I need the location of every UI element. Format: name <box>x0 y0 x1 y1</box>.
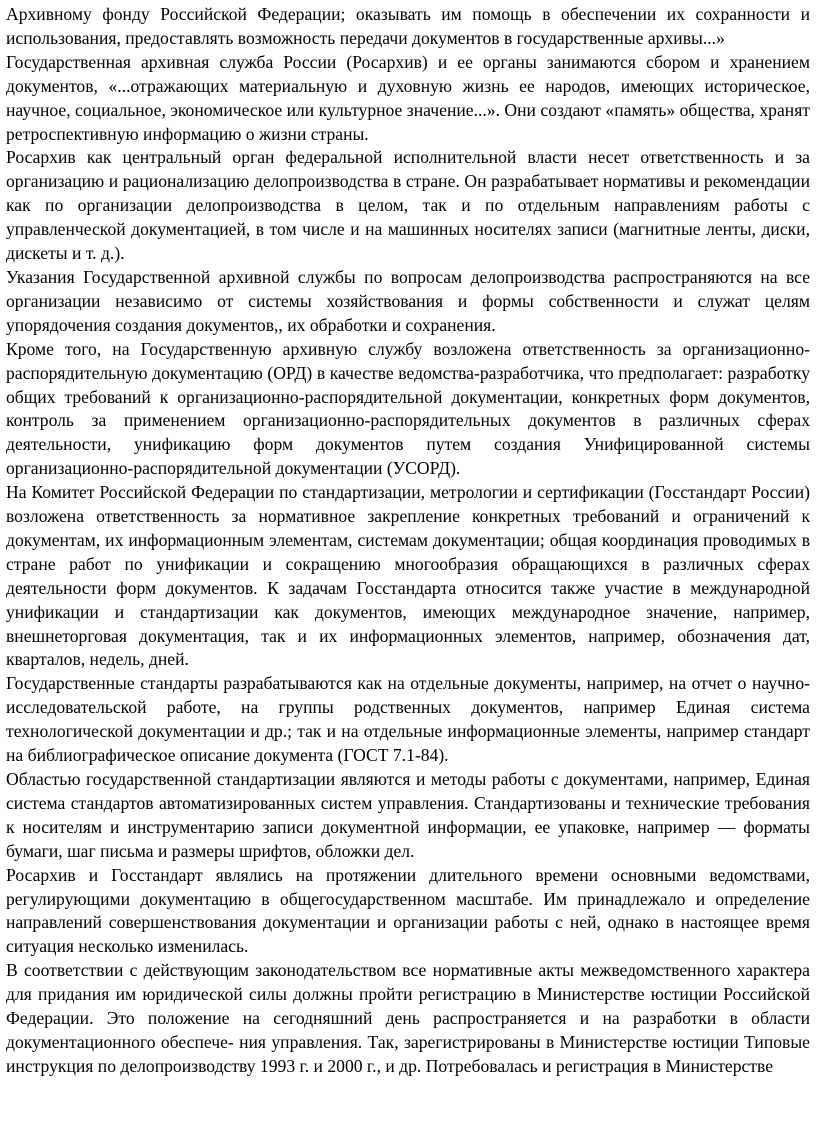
paragraph-archive-fund: Архивному фонду Российской Федерации; оказывать им помощь в обеспечении их сохранности и использования, предоставлять возможность передачи документов в государственные архивы...» <box>6 4 810 48</box>
paragraph-gosstandart: На Комитет Российской Федерации по стандартизации, метрологии и сертификации (Госстандарт России) возложена ответственность за нормативное закрепление конкретных требований и ограничений к документам, их информационным элементам, системам документации; общая координация проводимых в стране работ по унификации и сокращению многообразия обращающихся в различных сферах деятельности форм документов. К задачам Госстандарта относится также участие в международной унификации и стандартизации как документов, имеющих международное значение, например, внешнеторговая документация, так и их информационных элементов, например, обозначения дат, кварталов, недель, дней. <box>6 482 810 670</box>
paragraph-ministry-of-justice: В соответствии с действующим законодательством все нормативные акты межведомственного характера для придания им юридической силы должны пройти регистрацию в Министерстве юстиции Российской Федерации. Это положение на сегодняшний день распространяется и на разработки в области документационного обеспече- ния управления. Так, зарегистрированы в Министерстве юстиции Типовые инструкция по делопроизводству 1993 г. и 2000 г., и др. Потребовалась и регистрация в Министерстве <box>6 960 810 1076</box>
paragraph-rosarkhiv-role: Государственная архивная служба России (Росархив) и ее органы занимаются сбором и хранением документов, «...отражающих материальную и духовную жизнь ее народов, имеющих историческое, научное, социальное, экономическое или культурное значение...». Они создают «память» общества, хранят ретроспективную информацию о жизни страны. <box>6 51 810 144</box>
paragraph-state-standards: Государственные стандарты разрабатываются как на отдельные документы, например, на отчет о научно-исследовательской работе, на группы родственных документов, например Единая система технологической документации и др.; так и на отдельные информационные элементы, например стандарт на библиографическое описание документа (ГОСТ 7.1-84). <box>6 673 810 766</box>
paragraph-ord-responsibility: Кроме того, на Государственную архивную службу возложена ответственность за организационно-распорядительную документацию (ОРД) в качестве ведомства-разработчика, что предполагает: разработку общих требований к организационно-распорядительной документации, конкретных форм документов, контроль за применением организационно-распорядительных документов в различных сферах деятельности, унификацию форм документов путем создания Унифицированной системы организационно-распорядительной документации (УСОРД). <box>6 338 810 479</box>
paragraph-archive-service-instructions: Указания Государственной архивной службы по вопросам делопроизводства распространяются на все организации независимо от системы хозяйствования и формы собственности и служат целям упорядочения создания документов,, их обработки и сохранения. <box>6 266 810 335</box>
paragraph-standardization-area: Областью государственной стандартизации являются и методы работы с документами, например, Единая система стандартов автоматизированных систем управления. Стандартизованы и технические требования к носителям и инструментарию записи документной информации, ее упаковке, например — форматы бумаги, шаг письма и размеры шрифтов, обложки дел. <box>6 769 810 861</box>
paragraph-rosarkhiv-gosstandart: Росархив и Госстандарт являлись на протяжении длительного времени основными ведомствами, регулирующими документацию в общегосударственном масштабе. Им принадлежало и определение направлений совершенствования документации и организации работы с ней, однако в настоящее время ситуация несколько изменилась. <box>6 864 810 957</box>
paragraph-rosarkhiv-central-organ: Росархив как центральный орган федеральной исполнительной власти несет ответственность и за организацию и рационализацию делопроизводства в стране. Он разрабатывает нормативы и рекомендации как по организации делопроизводства в целом, так и по отдельным направлениям работы с управленческой документацией, в том числе и на машинных носителях записи (магнитные ленты, диски, дискеты и т. д.). <box>6 147 810 264</box>
